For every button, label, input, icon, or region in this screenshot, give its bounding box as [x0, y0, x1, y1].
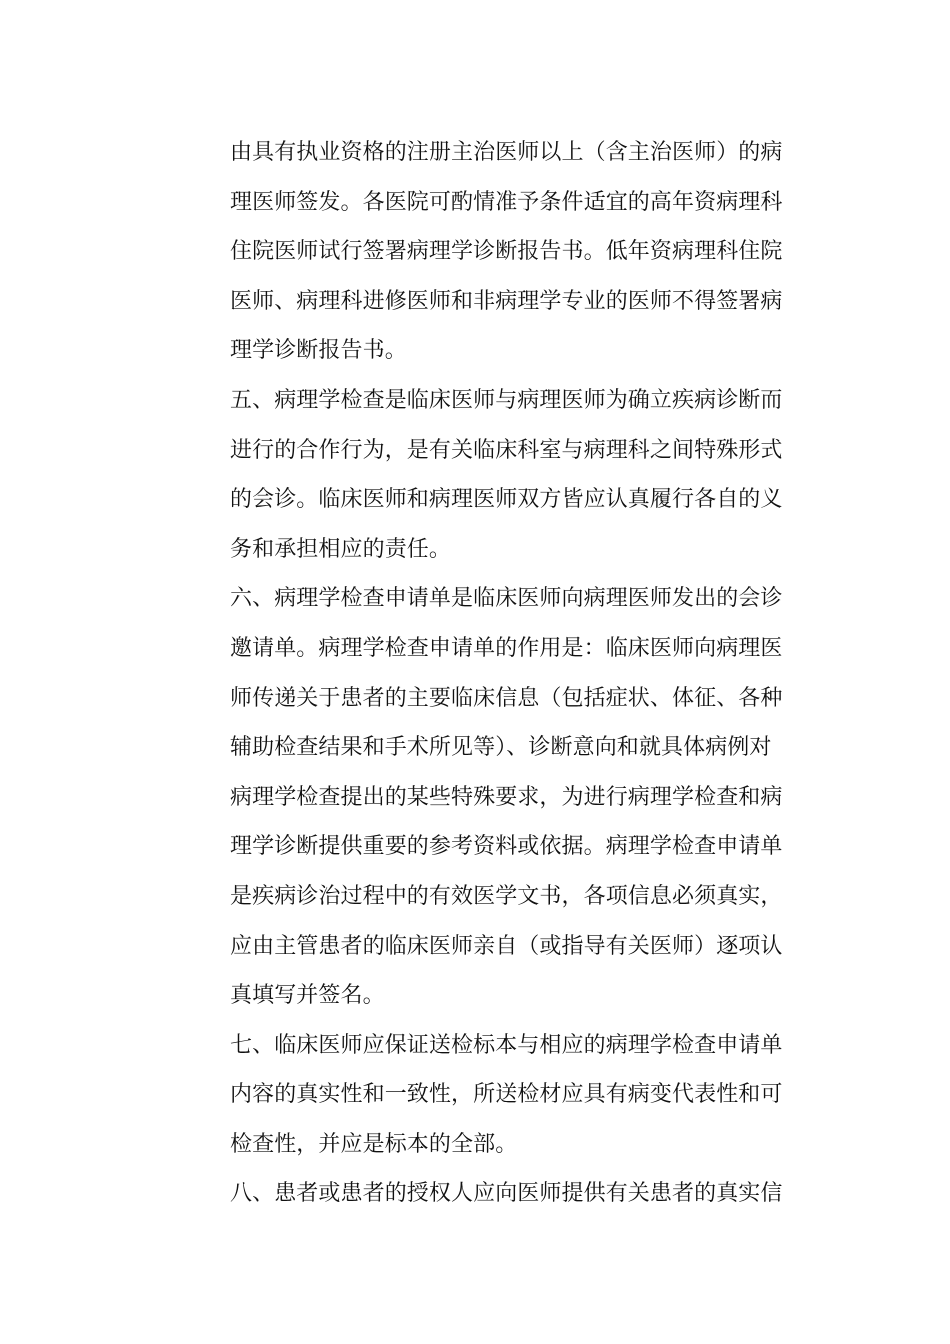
text-line: 理医师签发。各医院可酌情准予条件适宜的高年资病理科: [230, 189, 783, 215]
body-text: [230, 128, 810, 1219]
text-line: 真填写并签名。: [230, 983, 385, 1009]
text-line: 住院医师试行签署病理学诊断报告书。低年资病理科住院: [230, 239, 783, 265]
text-line: 六、病理学检查申请单是临床医师向病理医师发出的会诊: [230, 586, 783, 612]
text-line: 应由主管患者的临床医师亲自（或指导有关医师）逐项认: [230, 933, 783, 959]
text-line: 务和承担相应的责任。: [230, 536, 452, 562]
text-line: 七、临床医师应保证送检标本与相应的病理学检查申请单: [230, 1032, 783, 1058]
text-line: 理学诊断报告书。: [230, 338, 407, 364]
text-line: 的会诊。临床医师和病理医师双方皆应认真履行各自的义: [230, 487, 783, 513]
text-line: 内容的真实性和一致性，所送检材应具有病变代表性和可: [230, 1082, 783, 1108]
text-line: 检查性，并应是标本的全部。: [230, 1131, 518, 1157]
text-line: 由具有执业资格的注册主治医师以上（含主治医师）的病: [230, 140, 783, 165]
text-line: 医师、病理科进修医师和非病理学专业的医师不得签署病: [230, 288, 783, 314]
text-line: 师传递关于患者的主要临床信息（包括症状、体征、各种: [230, 685, 783, 711]
text-line: 邀请单。病理学检查申请单的作用是：临床医师向病理医: [230, 635, 783, 661]
text-line: 是疾病诊治过程中的有效医学文书，各项信息必须真实，: [230, 883, 783, 909]
text-line: 八、患者或患者的授权人应向医师提供有关患者的真实信: [230, 1181, 783, 1207]
text-line: 理学诊断提供重要的参考资料或依据。病理学检查申请单: [230, 834, 783, 860]
text-line: 五、病理学检查是临床医师与病理医师为确立疾病诊断而: [230, 387, 783, 413]
text-line: 辅助检查结果和手术所见等）、诊断意向和就具体病例对: [230, 735, 772, 761]
text-line: 进行的合作行为，是有关临床科室与病理科之间特殊形式: [230, 437, 783, 463]
text-line: 病理学检查提出的某些特殊要求，为进行病理学检查和病: [230, 784, 783, 810]
